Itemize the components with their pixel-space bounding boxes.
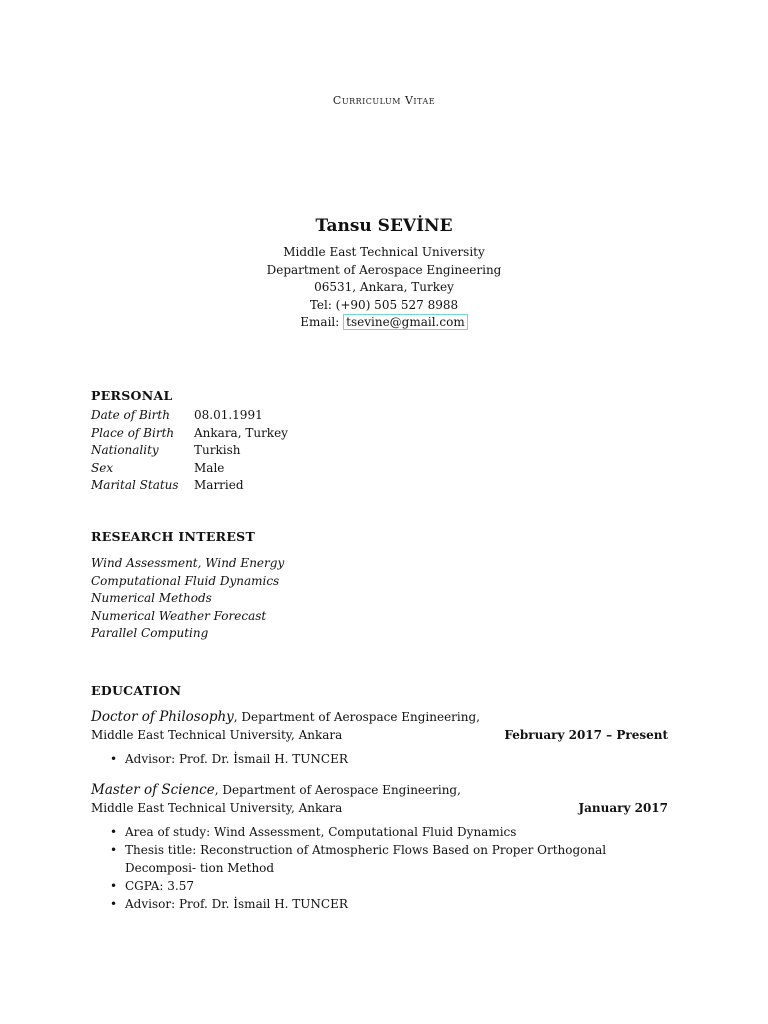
- degree-department: , Department of Aerospace Engineering,: [233, 710, 480, 724]
- research-item: Parallel Computing: [91, 626, 209, 641]
- bullet-item: • Advisor: Prof. Dr. İsmail H. TUNCER: [91, 895, 668, 913]
- personal-key: Nationality: [91, 443, 159, 458]
- personal-value: Male: [194, 460, 225, 475]
- research-item: Wind Assessment, Wind Energy: [91, 556, 285, 570]
- personal-row: [91, 443, 288, 461]
- degree-institution: Middle East Technical University, Ankara: [91, 801, 343, 815]
- degree-date: February 2017 – Present: [504, 728, 668, 742]
- personal-row: [91, 478, 288, 496]
- contact-address: 06531, Ankara, Turkey: [314, 280, 454, 294]
- education-entry-phd: [91, 709, 668, 768]
- personal-key: Place of Birth: [91, 425, 175, 440]
- personal-key: Marital Status: [91, 478, 179, 493]
- research-item: Numerical Methods: [91, 591, 212, 606]
- degree-bullets: [91, 823, 668, 913]
- running-title: Curriculum Vitae: [332, 94, 436, 107]
- contact-university: Middle East Technical University: [283, 245, 485, 259]
- personal-row: [91, 461, 288, 479]
- section-title-research: RESEARCH INTEREST: [91, 529, 256, 544]
- person-name: Tansu SEVİNE: [315, 216, 453, 236]
- email-label: Email:: [300, 315, 340, 329]
- personal-value: Ankara, Turkey: [194, 425, 288, 440]
- bullet-item: • Advisor: Prof. Dr. İsmail H. TUNCER: [91, 750, 668, 768]
- degree-bullets: [91, 750, 668, 768]
- contact-department: Department of Aerospace Engineering: [266, 262, 502, 277]
- research-item: Computational Fluid Dynamics: [91, 573, 280, 588]
- contact-block: [0, 216, 768, 332]
- section-title-education: EDUCATION: [91, 683, 182, 698]
- education-entry-msc: [91, 782, 668, 913]
- bullet-item: • Area of study: Wind Assessment, Computational Fluid Dynamics: [91, 823, 668, 841]
- contact-phone: Tel: (+90) 505 527 8988: [309, 297, 459, 312]
- section-title-personal: PERSONAL: [91, 388, 173, 403]
- research-item: Numerical Weather Forecast: [91, 608, 267, 623]
- research-list: [91, 556, 284, 644]
- contact-email-line: [0, 314, 768, 332]
- bullet-item: • CGPA: 3.57: [91, 877, 668, 895]
- personal-value: Turkish: [194, 443, 241, 458]
- bullet-item: • Thesis title: Reconstruction of Atmospheric Flows Based on Proper Orthogonal Decomposi- tion Method: [91, 841, 668, 877]
- personal-row: [91, 408, 288, 426]
- degree-institution: Middle East Technical University, Ankara: [91, 728, 343, 742]
- degree-date: January 2017: [578, 801, 668, 815]
- personal-key: Date of Birth: [91, 408, 170, 422]
- email-link[interactable]: tsevine@gmail.com: [343, 314, 468, 330]
- personal-key: Sex: [91, 460, 114, 475]
- degree-title: Master of Science: [91, 782, 215, 798]
- degree-title: Doctor of Philosophy: [91, 709, 234, 725]
- degree-department: , Department of Aerospace Engineering,: [214, 783, 461, 797]
- personal-table: [91, 408, 288, 496]
- personal-value: Married: [194, 478, 244, 493]
- personal-value: 08.01.1991: [194, 408, 263, 422]
- personal-row: [91, 426, 288, 444]
